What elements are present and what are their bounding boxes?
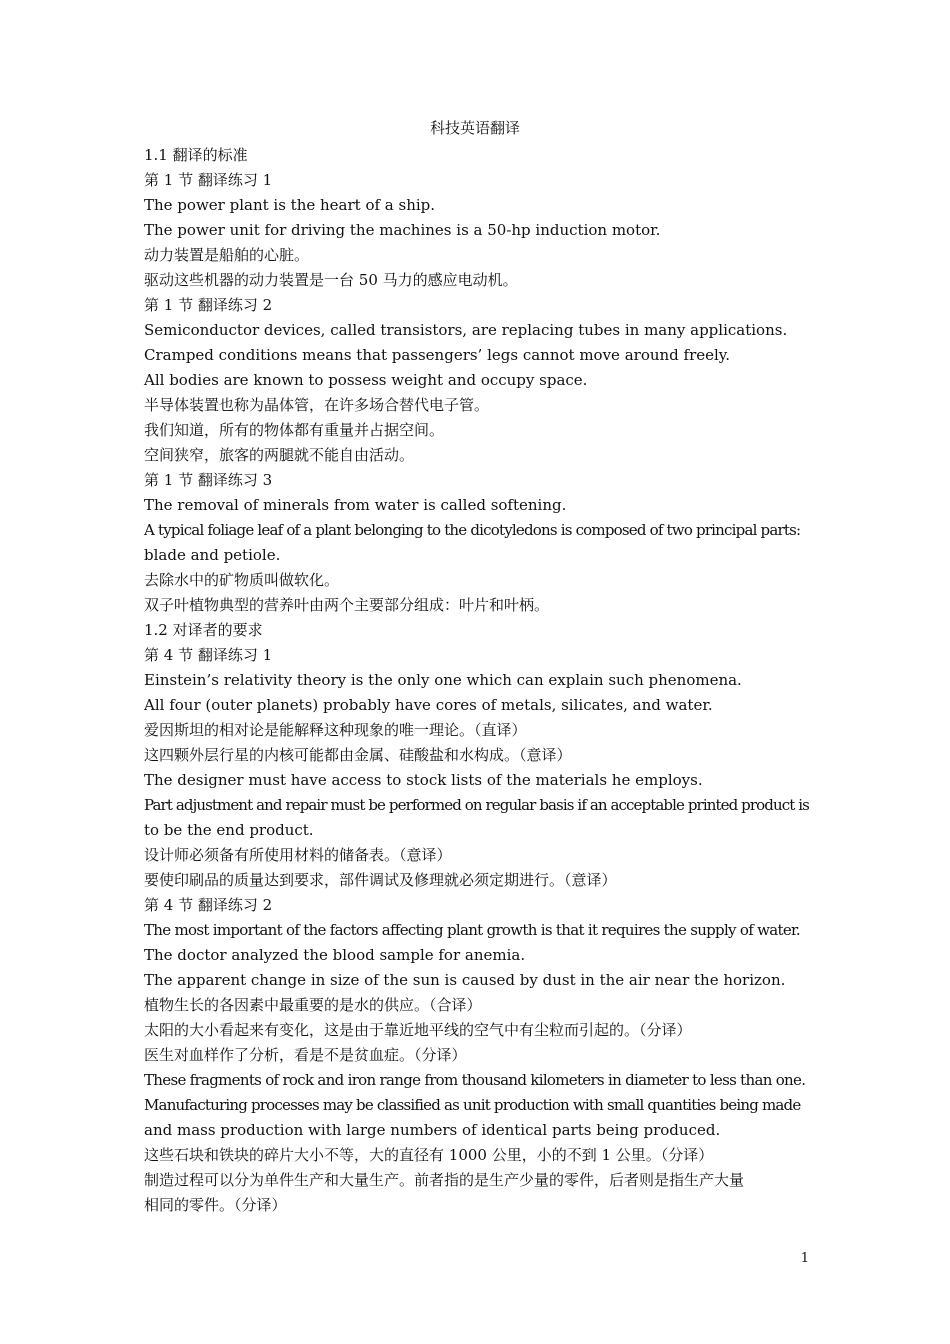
english-sentence: The power plant is the heart of a ship. xyxy=(144,196,436,214)
chinese-translation: 驱动这些机器的动力装置是一台 50 马力的感应电动机。 xyxy=(144,271,518,289)
english-sentence: A typical foliage leaf of a plant belonging to the dicotyledons is composed of two principal parts: xyxy=(144,521,801,539)
english-sentence-continued: and mass production with large numbers of identical parts being produced. xyxy=(144,1121,721,1139)
english-sentence: These fragments of rock and iron range from thousand kilometers in diameter to less than one. xyxy=(144,1071,806,1089)
chinese-translation: 去除水中的矿物质叫做软化。 xyxy=(144,571,340,589)
chinese-translation: 医生对血样作了分析，看是不是贫血症。（分译） xyxy=(144,1046,467,1064)
exercise-heading: 第 1 节 翻译练习 1 xyxy=(144,171,273,189)
section-heading: 1.1 翻译的标准 xyxy=(144,146,248,164)
english-sentence: The apparent change in size of the sun is caused by dust in the air near the horizon. xyxy=(144,971,786,989)
english-sentence: Part adjustment and repair must be performed on regular basis if an acceptable printed product is xyxy=(144,796,809,814)
english-sentence: Einstein’s relativity theory is the only one which can explain such phenomena. xyxy=(144,671,742,689)
section-heading: 1.2 对译者的要求 xyxy=(144,621,263,639)
document-body xyxy=(144,143,809,1218)
page-number: 1 xyxy=(800,1251,809,1266)
english-sentence: The most important of the factors affecting plant growth is that it requires the supply of water. xyxy=(144,921,800,939)
chinese-translation: 要使印刷品的质量达到要求，部件调试及修理就必须定期进行。（意译） xyxy=(144,871,617,889)
exercise-heading: 第 4 节 翻译练习 1 xyxy=(144,646,273,664)
exercise-heading: 第 1 节 翻译练习 2 xyxy=(144,296,273,314)
english-sentence: All bodies are known to possess weight and occupy space. xyxy=(144,371,588,389)
english-sentence: The doctor analyzed the blood sample for anemia. xyxy=(144,946,526,964)
english-sentence-continued: blade and petiole. xyxy=(144,546,281,564)
english-sentence: All four (outer planets) probably have cores of metals, silicates, and water. xyxy=(144,696,713,714)
document-title: 科技英语翻译 xyxy=(429,119,520,137)
chinese-translation: 制造过程可以分为单件生产和大量生产。前者指的是生产少量的零件，后者则是指生产大量 xyxy=(144,1171,745,1189)
chinese-translation: 双子叶植物典型的营养叶由两个主要部分组成：叶片和叶柄。 xyxy=(144,596,550,614)
chinese-translation: 爱因斯坦的相对论是能解释这种现象的唯一理论。（直译） xyxy=(144,721,527,739)
chinese-translation: 空间狭窄，旅客的两腿就不能自由活动。 xyxy=(144,446,415,464)
english-sentence-continued: to be the end product. xyxy=(144,821,314,839)
chinese-translation: 植物生长的各因素中最重要的是水的供应。（合译） xyxy=(144,996,482,1014)
exercise-heading: 第 1 节 翻译练习 3 xyxy=(144,471,273,489)
chinese-translation-continued: 相同的零件。（分译） xyxy=(144,1196,287,1214)
chinese-translation: 设计师必须备有所使用材料的储备表。（意译） xyxy=(144,846,452,864)
english-sentence: The designer must have access to stock lists of the materials he employs. xyxy=(144,771,703,789)
chinese-translation: 这些石块和铁块的碎片大小不等，大的直径有 1000 公里，小的不到 1 公里。（分译） xyxy=(144,1146,714,1164)
chinese-translation: 半导体装置也称为晶体管，在许多场合替代电子管。 xyxy=(144,396,490,414)
english-sentence: Cramped conditions means that passengers’ legs cannot move around freely. xyxy=(144,346,731,364)
english-sentence: The power unit for driving the machines is a 50-hp induction motor. xyxy=(144,221,661,239)
chinese-translation: 动力装置是船舶的心脏。 xyxy=(144,246,310,264)
english-sentence: Manufacturing processes may be classified as unit production with small quantities being made xyxy=(144,1096,801,1114)
chinese-translation: 太阳的大小看起来有变化，这是由于靠近地平线的空气中有尘粒而引起的。（分译） xyxy=(144,1021,692,1039)
english-sentence: The removal of minerals from water is called softening. xyxy=(144,496,567,514)
exercise-heading: 第 4 节 翻译练习 2 xyxy=(144,896,273,914)
chinese-translation: 我们知道，所有的物体都有重量并占据空间。 xyxy=(144,421,445,439)
english-sentence: Semiconductor devices, called transistors, are replacing tubes in many applications. xyxy=(144,321,788,339)
chinese-translation: 这四颗外层行星的内核可能都由金属、硅酸盐和水构成。（意译） xyxy=(144,746,572,764)
